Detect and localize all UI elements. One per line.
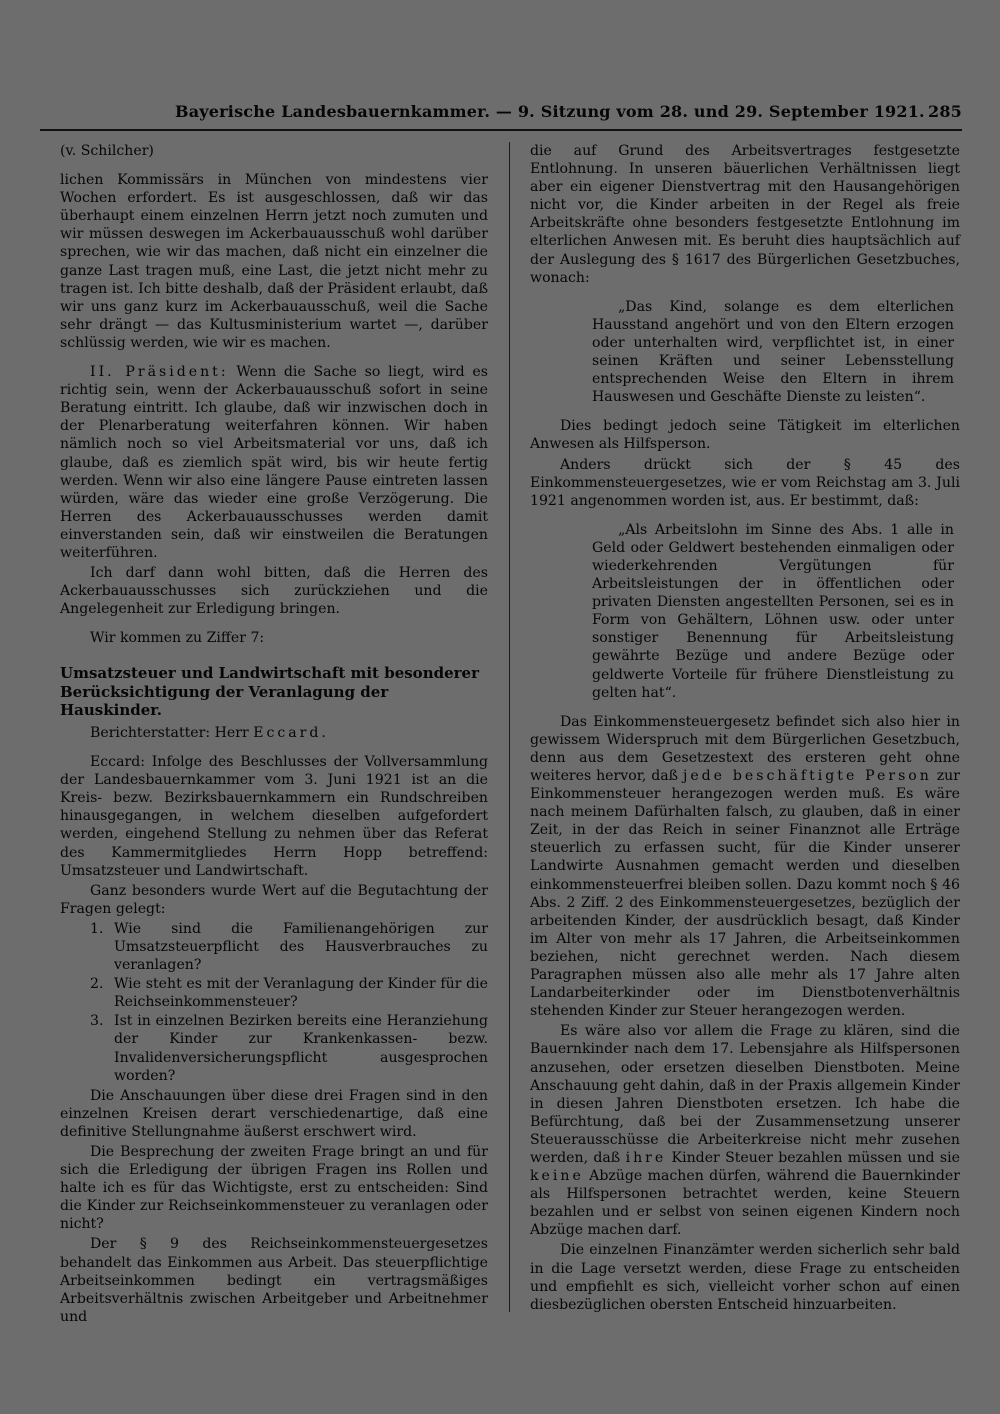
paragraph: Der § 9 des Reichseinkommensteuergesetzes behandelt das Einkommen aus Arbeit. Das steuerpflichtige Arbeitseinkommen bedingt ein vertragsmäßiges Arbeitsverhältnis zwischen Arbeitgeber und Arbeitnehmer und <box>60 1236 488 1325</box>
paragraph: Das Einkommensteuergesetz befindet sich also hier in gewissem Widerspruch mit dem Bürgerlichen Gesetzbuch, denn aus dem Gesetzestext des ersteren geht ohne weiteres hervor, daß jede beschäftigte Person zur Einkommensteuer herangezogen werden muß. Es wäre nach meinem Dafürhalten falsch, zu glauben, daß in einer Zeit, in der das Reich in seiner Finanznot alle Erträge steuerlich zu erfassen sucht, für die Kinder unserer Landwirte Ausnahmen gemacht werden und dieselben einkommensteuerfrei bleiben sollen. Dazu kommt noch § 46 Abs. 2 Ziff. 2 des Einkommensteuergesetzes, bezüglich der arbeitenden Kinder, der ausdrücklich besagt, daß Kinder im Alter von mehr als 17 Jahren, die Arbeitseinkommen beziehen, nicht gerechnet werden. Nach diesem Paragraphen müssen also alle mehr als 17 Jahre alten Landarbeiterkinder oder im Dienstbotenverhältnis stehenden Kinder zur Steuer herangezogen werden. <box>530 713 960 1020</box>
right-column <box>530 142 960 1316</box>
paragraph: II. Präsident: Wenn die Sache so liegt, wird es richtig sein, wenn der Ackerbauausschuß sofort in seine Beratung eintritt. Ich glaube, daß wir inzwischen doch in der Plenarberatung weiterfahren können. Wir haben nämlich noch so viel Arbeitsmaterial vor uns, daß ich glaube, daß es ziemlich spät wird, bis wir heute fertig werden. Wenn wir also eine längere Pause eintreten lassen würden, wäre das wieder eine große Verzögerung. Die Herren des Ackerbauausschusses werden damit einverstanden sein, daß wir einstweilen die Beratungen weiterführen. <box>60 364 488 561</box>
paragraph: lichen Kommissärs in München von mindestens vier Wochen erfordert. Es ist ausgeschlossen, daß wir das überhaupt einem einzelnen Herrn jetzt noch zumuten und wir müssen deswegen im Ackerbauausschuß wohl darüber sprechen, wie wir das machen, daß nicht ein einzelner die ganze Last tragen muß, eine Last, die jetzt nicht mehr zu tragen ist. Ich bitte deshalb, daß der Präsident erlaubt, daß wir uns ganz kurz im Ackerbauausschuß, weil die Sache sehr drängt — das Kultusministerium wartet —, darüber schlüssig werden, wie wir es machen. <box>60 172 488 351</box>
quotation: „Das Kind, solange es dem elterlichen Hausstand angehört und von den Eltern erzogen oder unterhalten wird, verpflichtet ist, in einer seinen Kräften und seiner Lebensstellung entsprechenden Weise den Eltern in ihrem Hauswesen und Geschäfte Dienste zu leisten“. <box>592 298 954 406</box>
section-heading: Umsatzsteuer und Landwirtschaft mit besonderer Berücksichtigung der Veranlagung der Hauskinder. <box>60 664 479 720</box>
speaker-note: (v. Schilcher) <box>60 143 154 159</box>
left-column <box>60 142 488 1328</box>
paragraph: Ich darf dann wohl bitten, daß die Herren des Ackerbauausschusses sich zurückziehen und die Angelegenheit zur Erledigung bringen. <box>60 565 488 618</box>
reporter-line: Berichterstatter: Herr Eccard. <box>90 724 329 741</box>
paragraph: Die Besprechung der zweiten Frage bringt an und für sich die Erledigung der übrigen Fragen ins Rollen und halte ich es für das Wichtigste, erst zu entscheiden: Sind die Kinder zur Reichseinkommensteuer zu veranlagen oder nicht? <box>60 1144 488 1233</box>
page-number: 285 <box>928 102 962 121</box>
paragraph: Es wäre also vor allem die Frage zu klären, sind die Bauernkinder nach dem 17. Lebensjahre als Hilfspersonen anzusehen, oder ersetzen dieselben Dienstboten. Meine Anschauung geht dahin, daß in der Praxis allgemein Kinder in diesen Jahren Dienstboten ersetzen. Ich habe die Befürchtung, daß bei der Zusammensetzung unserer Steuerausschüsse die Arbeiterkreise nicht mehr zusehen werden, daß ihre Kinder Steuer bezahlen müssen und sie keine Abzüge machen dürfen, während die Bauernkinder als Hilfspersonen betrachtet werden, keine Steuern bezahlen und er selbst von seinen eigenen Kindern noch Abzüge machen darf. <box>530 1023 960 1239</box>
paragraph: Dies bedingt jedoch seine Tätigkeit im elterlichen Anwesen als Hilfsperson. <box>530 418 960 453</box>
list-item: 1. Wie sind die Familienangehörigen zur Umsatzsteuerpflicht des Hausverbrauches zu veranlagen? <box>90 920 488 974</box>
header-rule <box>40 129 962 131</box>
paragraph: Wir kommen zu Ziffer 7: <box>90 630 265 647</box>
paragraph: die auf Grund des Arbeitsvertrages festgesetzte Entlohnung. In unseren bäuerlichen Verhältnissen liegt aber ein eigener Dienstvertrag mit den Hausangehörigen nicht vor, die Kinder arbeiten in der Regel als freie Arbeitskräfte ohne besonders festgesetzte Entlohnung im elterlichen Anwesen mit. Es beruht dies hauptsächlich auf der Auslegung des § 1617 des Bürgerlichen Gesetzbuches, wonach: <box>530 143 960 286</box>
list-item: 2. Wie steht es mit der Veranlagung der Kinder für die Reichseinkommensteuer? <box>90 976 488 1011</box>
header-title: Bayerische Landesbauernkammer. — 9. Sitzung vom 28. und 29. September 1921. <box>175 102 925 121</box>
speaker-label: II. Präsident: <box>90 364 229 381</box>
running-header <box>40 100 962 124</box>
quotation: „Als Arbeitslohn im Sinne des Abs. 1 alle in Geld oder Geldwert bestehenden einmaligen oder wiederkehrenden Vergütungen für Arbeitsleistungen der in öffentlichen oder privaten Diensten angestellten Personen, sei es in Form von Gehältern, Löhnen usw. oder unter sonstiger Benennung für Arbeitsleistung gewährte Bezüge und andere Bezüge oder geldwerte Vorteile für frühere Dienstleistung zu gelten hat“. <box>592 521 954 701</box>
paragraph: Ganz besonders wurde Wert auf die Begutachtung der Fragen gelegt: <box>60 882 488 917</box>
list-item: 3. Ist in einzelnen Bezirken bereits eine Heranziehung der Kinder zur Krankenkassen- bezw. Invalidenversicherungspflicht ausgesprochen worden? <box>90 1013 488 1084</box>
question-list <box>60 920 488 1085</box>
paragraph: Anders drückt sich der § 45 des Einkommensteuergesetzes, wie er vom Reichstag am 3. Juli 1921 angenommen worden ist, aus. Er bestimmt, daß: <box>530 456 960 509</box>
paragraph: Die Anschauungen über diese drei Fragen sind in den einzelnen Kreisen derart verschiedenartige, daß eine definitive Stellungnahme äußerst erschwert wird. <box>60 1087 488 1140</box>
paragraph: Die einzelnen Finanzämter werden sicherlich sehr bald in die Lage versetzt werden, diese Frage zu entscheiden und empfiehlt es sich, vielleicht vorher schon auf einen diesbezüglichen obersten Entscheid hinzuarbeiten. <box>530 1242 960 1313</box>
column-divider <box>509 142 510 1312</box>
paragraph: Eccard: Infolge des Beschlusses der Vollversammlung der Landesbauernkammer vom 3. Juni 1921 ist an die Kreis- bezw. Bezirksbauernkammern ein Rundschreiben hinausgegangen, in welchem dieselben aufgefordert werden, eingehend Stellung zu nehmen über das Referat des Kammermitgliedes Herrn Hopp betreffend: Umsatzsteuer und Landwirtschaft. <box>60 754 488 879</box>
